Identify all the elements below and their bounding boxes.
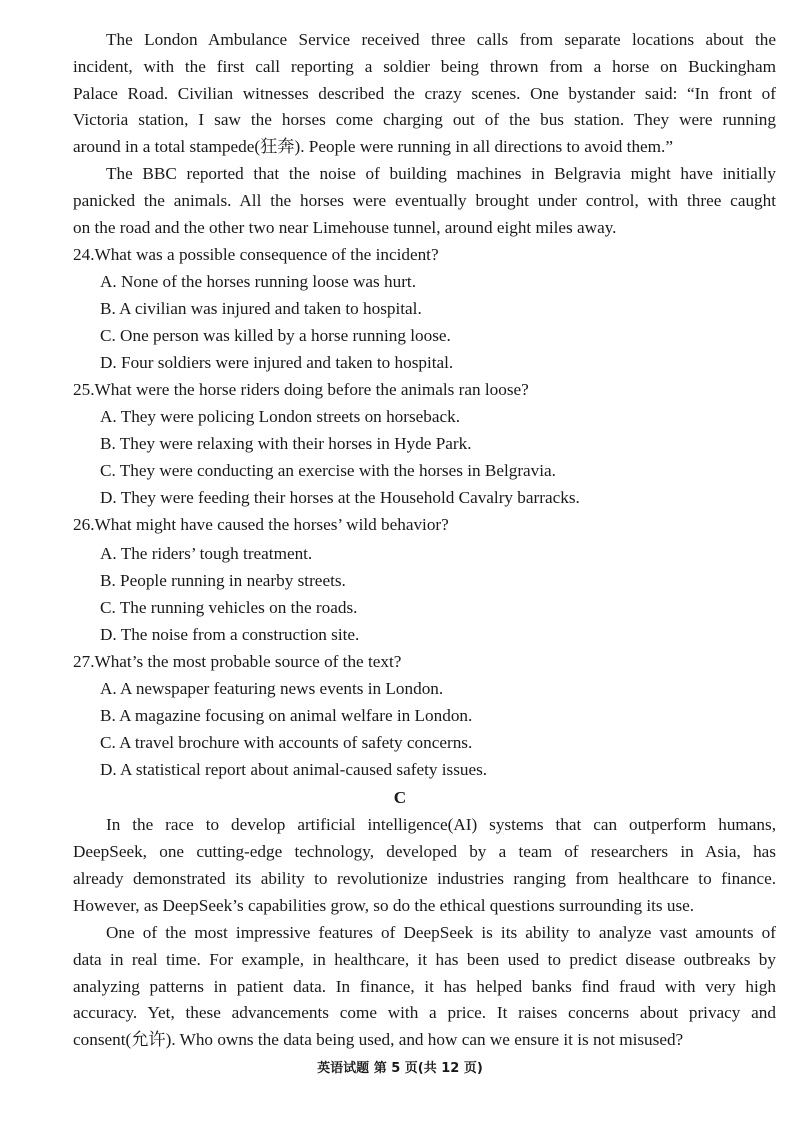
paragraph-line: consent(允许). Who owns the data being used, and how can we ensure it is not misused? xyxy=(73,1030,684,1049)
question-25 xyxy=(73,379,776,401)
section-heading: C xyxy=(393,788,407,807)
paragraph-line: However, as DeepSeek’s capabilities grow, so do the ethical questions surrounding its use. xyxy=(73,896,695,915)
option-25c[interactable]: C. They were conducting an exercise with the horses in Belgravia. xyxy=(100,461,556,480)
paragraph-line: DeepSeek, one cutting-edge technology, developed by a team of researchers in Asia, has xyxy=(73,842,776,861)
option-24d[interactable]: D. Four soldiers were injured and taken to hospital. xyxy=(100,353,454,372)
question-stem: What might have caused the horses’ wild behavior? xyxy=(94,515,449,534)
question-number: 26. xyxy=(73,515,95,534)
paragraph-line: on the road and the other two near Limehouse tunnel, around eight miles away. xyxy=(73,218,617,237)
question-24 xyxy=(73,244,776,266)
paragraph-line: data in real time. For example, in healthcare, it has been used to predict disease outbreaks by xyxy=(73,950,776,969)
question-stem: What were the horse riders doing before the animals ran loose? xyxy=(94,380,529,399)
option-27b[interactable]: B. A magazine focusing on animal welfare in London. xyxy=(100,706,473,725)
paragraph-line: around in a total stampede(狂奔). People were running in all directions to avoid them.” xyxy=(73,137,673,156)
option-27d[interactable]: D. A statistical report about animal-caused safety issues. xyxy=(100,760,488,779)
paragraph-line: Palace Road. Civilian witnesses described the crazy scenes. One bystander said: “In front of xyxy=(73,84,776,103)
question-number: 24. xyxy=(73,245,95,264)
option-26a[interactable]: A. The riders’ tough treatment. xyxy=(100,544,313,563)
option-26c[interactable]: C. The running vehicles on the roads. xyxy=(100,598,358,617)
question-27 xyxy=(73,651,776,673)
option-27c[interactable]: C. A travel brochure with accounts of safety concerns. xyxy=(100,733,473,752)
paragraph-line: panicked the animals. All the horses were eventually brought under control, with three caught xyxy=(73,191,776,210)
paragraph-line: In the race to develop artificial intelligence(AI) systems that can outperform humans, xyxy=(106,815,776,834)
question-number: 27. xyxy=(73,652,95,671)
option-25b[interactable]: B. They were relaxing with their horses in Hyde Park. xyxy=(100,434,472,453)
paragraph-line: The BBC reported that the noise of building machines in Belgravia might have initially xyxy=(106,164,776,183)
page-footer: 英语试题 第 5 页(共 12 页) xyxy=(317,1061,483,1076)
paragraph-line: Victoria station, I saw the horses come charging out of the bus station. They were running xyxy=(73,110,776,129)
question-stem: What was a possible consequence of the incident? xyxy=(94,245,439,264)
question-26 xyxy=(73,514,776,536)
paragraph-line: already demonstrated its ability to revolutionize industries ranging from healthcare to finance. xyxy=(73,869,776,888)
option-25d[interactable]: D. They were feeding their horses at the Household Cavalry barracks. xyxy=(100,488,580,507)
option-25a[interactable]: A. They were policing London streets on horseback. xyxy=(100,407,461,426)
question-stem: What’s the most probable source of the text? xyxy=(94,652,402,671)
option-27a[interactable]: A. A newspaper featuring news events in London. xyxy=(100,679,444,698)
option-26d[interactable]: D. The noise from a construction site. xyxy=(100,625,360,644)
option-24c[interactable]: C. One person was killed by a horse running loose. xyxy=(100,326,451,345)
paragraph-line: One of the most impressive features of DeepSeek is its ability to analyze vast amounts of xyxy=(106,923,776,942)
paragraph-line: The London Ambulance Service received three calls from separate locations about the xyxy=(106,30,776,49)
question-number: 25. xyxy=(73,380,95,399)
paragraph-line: incident, with the first call reporting a soldier being thrown from a horse on Buckingham xyxy=(73,57,776,76)
option-26b[interactable]: B. People running in nearby streets. xyxy=(100,571,346,590)
paragraph-line: accuracy. Yet, these advancements come with a price. It raises concerns about privacy and xyxy=(73,1003,776,1022)
option-24b[interactable]: B. A civilian was injured and taken to hospital. xyxy=(100,299,422,318)
paragraph-line: analyzing patterns in patient data. In finance, it has helped banks find fraud with very high xyxy=(73,977,776,996)
option-24a[interactable]: A. None of the horses running loose was hurt. xyxy=(100,272,417,291)
